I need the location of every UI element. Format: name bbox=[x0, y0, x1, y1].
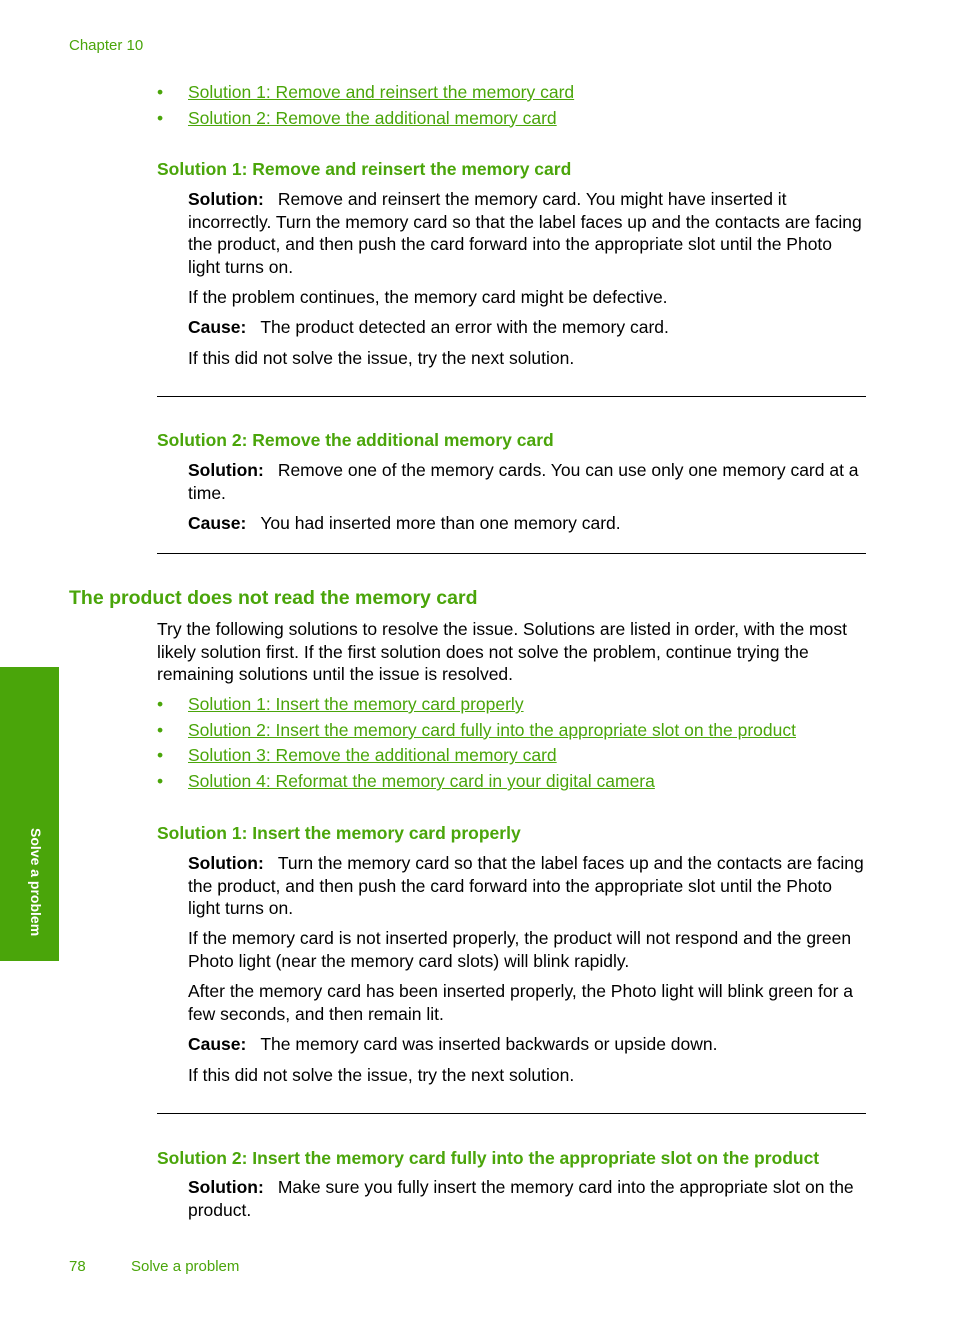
side-tab-label: Solve a problem bbox=[28, 828, 44, 937]
solution-paragraph bbox=[188, 1176, 868, 1221]
solution-text: Make sure you fully insert the memory card into the appropriate slot on the product. bbox=[188, 1177, 854, 1220]
cause-label: Cause: bbox=[188, 1034, 247, 1054]
cause-text: The memory card was inserted backwards or upside down. bbox=[260, 1034, 718, 1054]
body-paragraph: If the memory card is not inserted properly, the product will not respond and the green Photo light (near the memory card slots) will blink rapidly. bbox=[188, 928, 852, 971]
solution-paragraph bbox=[188, 188, 868, 278]
section-heading: Solution 2: Insert the memory card fully into the appropriate slot on the product bbox=[157, 1148, 820, 1168]
solution-text: Remove one of the memory cards. You can use only one memory card at a time. bbox=[188, 460, 859, 503]
link-solution-2[interactable]: Solution 2: Remove the additional memory card bbox=[188, 107, 557, 128]
divider bbox=[157, 553, 866, 554]
solution-label: Solution: bbox=[188, 460, 264, 480]
link-solution-3[interactable]: Solution 3: Remove the additional memory card bbox=[188, 745, 557, 766]
link-solution-2[interactable]: Solution 2: Insert the memory card fully into the appropriate slot on the product bbox=[188, 719, 796, 740]
list-item: • Solution 2: Remove the additional memory card bbox=[157, 107, 557, 128]
chapter-label: Chapter 10 bbox=[69, 37, 144, 54]
cause-text: You had inserted more than one memory card. bbox=[260, 513, 621, 533]
page-number: 78 bbox=[69, 1258, 86, 1275]
solution-text: Turn the memory card so that the label faces up and the contacts are facing the product, and then push the card forward into the appropriate slot until the Photo light turns on. bbox=[188, 853, 864, 919]
link-solution-1[interactable]: Solution 1: Remove and reinsert the memory card bbox=[188, 82, 575, 102]
link-solution-4[interactable]: Solution 4: Reformat the memory card in your digital camera bbox=[188, 771, 655, 792]
list-item: • Solution 1: Insert the memory card properly bbox=[157, 694, 524, 714]
footer-title: Solve a problem bbox=[131, 1258, 240, 1275]
topic-heading: The product does not read the memory card bbox=[69, 587, 478, 609]
cause-paragraph bbox=[188, 512, 868, 535]
list-item: • Solution 3: Remove the additional memory card bbox=[157, 745, 557, 766]
solution-link-list bbox=[157, 694, 796, 797]
link-solution-1[interactable]: Solution 1: Insert the memory card properly bbox=[188, 694, 524, 714]
body-paragraph: After the memory card has been inserted properly, the Photo light will blink green for a few seconds, and then remain lit. bbox=[188, 981, 854, 1024]
divider bbox=[157, 1113, 866, 1114]
section-heading: Solution 2: Remove the additional memory card bbox=[157, 430, 554, 450]
cause-paragraph bbox=[188, 1033, 868, 1056]
intro-paragraph: Try the following solutions to resolve the issue. Solutions are listed in order, with the most likely solution first. If the first solution does not solve the problem, continue trying the remaining solutions until the issue is resolved. bbox=[157, 619, 847, 685]
top-link-list bbox=[157, 82, 574, 133]
solution-label: Solution: bbox=[188, 189, 264, 209]
next-solution-note: If this did not solve the issue, try the next solution. bbox=[188, 348, 575, 368]
solution-label: Solution: bbox=[188, 1177, 264, 1197]
next-solution-note: If this did not solve the issue, try the next solution. bbox=[188, 1065, 575, 1085]
list-item: • Solution 2: Insert the memory card fully into the appropriate slot on the product bbox=[157, 719, 796, 740]
section-heading: Solution 1: Insert the memory card properly bbox=[157, 823, 521, 843]
divider bbox=[157, 396, 866, 397]
cause-paragraph bbox=[188, 316, 868, 339]
cause-text: The product detected an error with the memory card. bbox=[260, 317, 669, 337]
list-item: • Solution 4: Reformat the memory card in your digital camera bbox=[157, 771, 655, 792]
cause-label: Cause: bbox=[188, 513, 247, 533]
solution-paragraph bbox=[188, 459, 868, 504]
solution-label: Solution: bbox=[188, 853, 264, 873]
solution-paragraph bbox=[188, 852, 868, 920]
list-item: • Solution 1: Remove and reinsert the memory card bbox=[157, 82, 575, 102]
section-heading: Solution 1: Remove and reinsert the memory card bbox=[157, 159, 572, 179]
cause-label: Cause: bbox=[188, 317, 247, 337]
note-paragraph: If the problem continues, the memory card might be defective. bbox=[188, 287, 668, 307]
solution-text: Remove and reinsert the memory card. You might have inserted it incorrectly. Turn the memory card so that the label faces up and the contacts are facing the product, and then push the card forward into the appropriate slot until the Photo light turns on. bbox=[188, 189, 862, 277]
